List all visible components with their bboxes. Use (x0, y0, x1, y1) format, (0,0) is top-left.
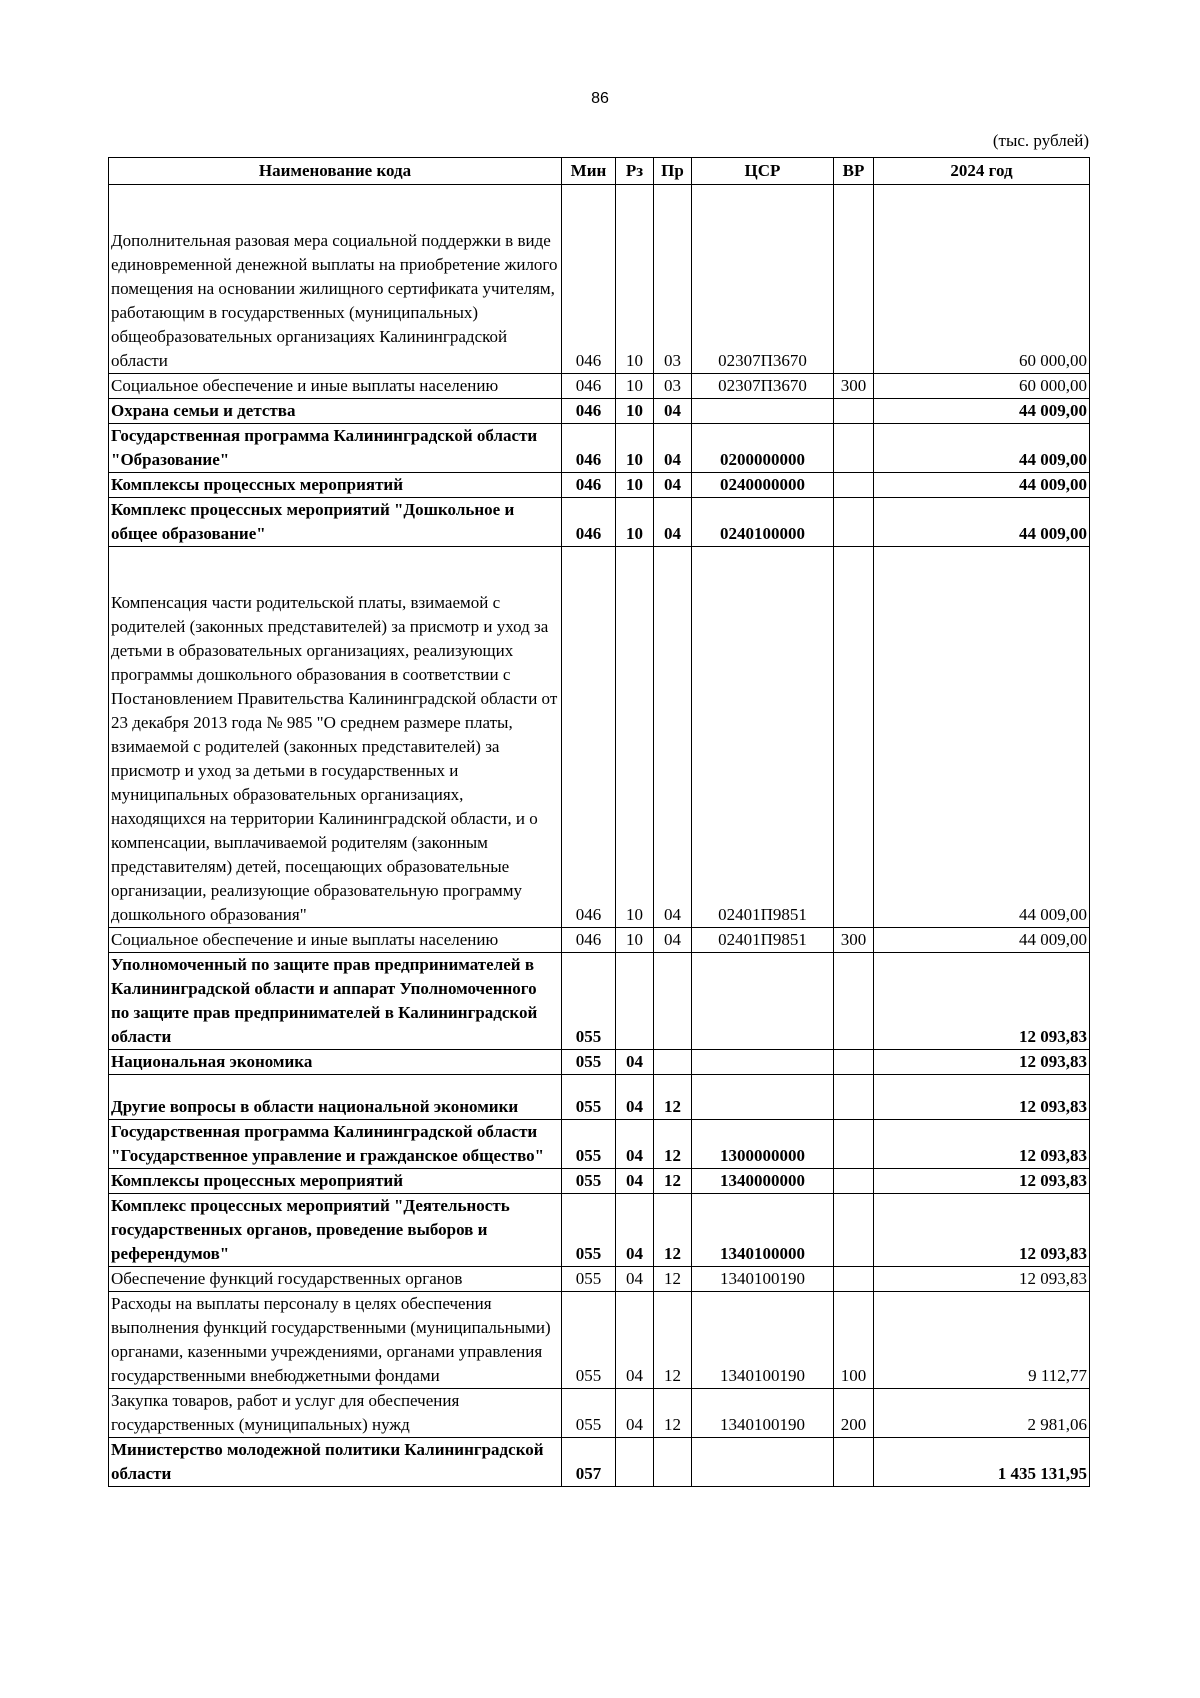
cell-rz: 04 (616, 1120, 654, 1169)
cell-vr (834, 1075, 874, 1120)
cell-csr (692, 953, 834, 1050)
table-header-row (109, 158, 1090, 185)
cell-name: Комплексы процессных мероприятий (109, 1169, 562, 1194)
table-row (109, 399, 1090, 424)
cell-amount: 44 009,00 (874, 928, 1090, 953)
page-number: 86 (591, 90, 609, 107)
header-year: 2024 год (874, 158, 1090, 185)
table-row (109, 1389, 1090, 1438)
cell-name: Комплексы процессных мероприятий (109, 473, 562, 498)
cell-name: Компенсация части родительской платы, взимаемой с родителей (законных представителей) за присмотр и уход за детьми в образовательных организациях, реализующих программы дошкольного образования в соответствии с Постановлением Правительства Калининградской области от 23 декабря 2013 года № 985 "О среднем размере платы, взимаемой с родителей (законных представителей) за присмотр и уход за детьми в государственных и муниципальных образовательных организациях, находящихся на территории Калининградской области, и о компенсации, выплачиваемой родителям (законным представителям) детей, посещающих образовательные организации, реализующие образовательную программу дошкольного образования" (109, 547, 562, 928)
cell-amount: 60 000,00 (874, 374, 1090, 399)
cell-pr (654, 953, 692, 1050)
header-vr: ВР (834, 158, 874, 185)
table-row (109, 1120, 1090, 1169)
cell-vr (834, 953, 874, 1050)
cell-rz: 10 (616, 928, 654, 953)
cell-name: Обеспечение функций государственных органов (109, 1267, 562, 1292)
cell-min: 055 (562, 1389, 616, 1438)
cell-pr: 03 (654, 374, 692, 399)
cell-vr (834, 547, 874, 928)
table-row (109, 1050, 1090, 1075)
header-csr: ЦСР (692, 158, 834, 185)
cell-rz: 10 (616, 374, 654, 399)
table-row (109, 185, 1090, 374)
cell-rz (616, 953, 654, 1050)
cell-csr: 0240100000 (692, 498, 834, 547)
table-row (109, 1438, 1090, 1487)
cell-rz: 04 (616, 1050, 654, 1075)
cell-pr: 03 (654, 185, 692, 374)
budget-table (108, 157, 1090, 1487)
cell-amount: 12 093,83 (874, 1050, 1090, 1075)
cell-name: Дополнительная разовая мера социальной поддержки в виде единовременной денежной выплаты на приобретение жилого помещения на основании жилищного сертификата учителям, работающим в государственных (муниципальных) общеобразовательных организациях Калининградской области (109, 185, 562, 374)
header-name: Наименование кода (109, 158, 562, 185)
cell-amount: 12 093,83 (874, 1075, 1090, 1120)
cell-pr: 12 (654, 1194, 692, 1267)
cell-vr (834, 473, 874, 498)
cell-min: 046 (562, 399, 616, 424)
table-row (109, 473, 1090, 498)
cell-name: Уполномоченный по защите прав предпринимателей в Калининградской области и аппарат Уполномоченного по защите прав предпринимателей в Калининградской области (109, 953, 562, 1050)
cell-csr: 0200000000 (692, 424, 834, 473)
cell-name: Государственная программа Калининградской области "Образование" (109, 424, 562, 473)
cell-vr (834, 498, 874, 547)
cell-min: 055 (562, 1075, 616, 1120)
cell-name: Расходы на выплаты персоналу в целях обеспечения выполнения функций государственными (муниципальными) органами, казенными учреждениями, органами управления государственными внебюджетными фондами (109, 1292, 562, 1389)
cell-csr: 1300000000 (692, 1120, 834, 1169)
cell-rz: 10 (616, 473, 654, 498)
cell-amount: 12 093,83 (874, 1120, 1090, 1169)
cell-amount: 12 093,83 (874, 953, 1090, 1050)
cell-vr (834, 1267, 874, 1292)
cell-name: Комплекс процессных мероприятий "Дошкольное и общее образование" (109, 498, 562, 547)
cell-vr: 200 (834, 1389, 874, 1438)
cell-vr (834, 424, 874, 473)
cell-vr: 100 (834, 1292, 874, 1389)
cell-name: Министерство молодежной политики Калининградской области (109, 1438, 562, 1487)
cell-pr: 04 (654, 473, 692, 498)
cell-csr: 1340000000 (692, 1169, 834, 1194)
table-row (109, 1267, 1090, 1292)
cell-amount: 44 009,00 (874, 424, 1090, 473)
cell-amount: 44 009,00 (874, 547, 1090, 928)
cell-amount: 9 112,77 (874, 1292, 1090, 1389)
cell-vr (834, 185, 874, 374)
table-row (109, 953, 1090, 1050)
cell-csr: 02401П9851 (692, 547, 834, 928)
cell-vr (834, 1438, 874, 1487)
cell-rz: 04 (616, 1169, 654, 1194)
cell-pr: 04 (654, 547, 692, 928)
cell-vr: 300 (834, 374, 874, 399)
cell-pr: 12 (654, 1169, 692, 1194)
cell-csr (692, 1438, 834, 1487)
cell-amount: 44 009,00 (874, 473, 1090, 498)
cell-min: 046 (562, 547, 616, 928)
cell-pr: 04 (654, 498, 692, 547)
cell-name: Национальная экономика (109, 1050, 562, 1075)
cell-min: 055 (562, 1120, 616, 1169)
table-row (109, 1194, 1090, 1267)
cell-pr: 12 (654, 1267, 692, 1292)
cell-amount: 12 093,83 (874, 1267, 1090, 1292)
cell-pr: 12 (654, 1075, 692, 1120)
table-row (109, 928, 1090, 953)
cell-vr (834, 1169, 874, 1194)
cell-min: 055 (562, 1292, 616, 1389)
cell-min: 057 (562, 1438, 616, 1487)
cell-min: 046 (562, 185, 616, 374)
cell-csr: 1340100190 (692, 1389, 834, 1438)
units-label: (тыс. рублей) (992, 131, 1089, 150)
cell-min: 055 (562, 1194, 616, 1267)
cell-pr: 04 (654, 928, 692, 953)
table-row (109, 1292, 1090, 1389)
cell-amount: 12 093,83 (874, 1169, 1090, 1194)
table-row (109, 424, 1090, 473)
table-row (109, 547, 1090, 928)
cell-csr: 1340100190 (692, 1267, 834, 1292)
table-row (109, 374, 1090, 399)
cell-vr (834, 399, 874, 424)
cell-vr (834, 1194, 874, 1267)
cell-min: 046 (562, 498, 616, 547)
cell-rz: 10 (616, 185, 654, 374)
cell-vr (834, 1050, 874, 1075)
cell-csr (692, 1050, 834, 1075)
cell-pr (654, 1438, 692, 1487)
cell-rz: 04 (616, 1292, 654, 1389)
cell-pr (654, 1050, 692, 1075)
cell-amount: 12 093,83 (874, 1194, 1090, 1267)
cell-csr: 02307П3670 (692, 374, 834, 399)
cell-name: Другие вопросы в области национальной экономики (109, 1075, 562, 1120)
cell-pr: 12 (654, 1120, 692, 1169)
cell-min: 055 (562, 953, 616, 1050)
cell-rz: 10 (616, 399, 654, 424)
cell-pr: 12 (654, 1292, 692, 1389)
cell-min: 046 (562, 374, 616, 399)
cell-csr: 02307П3670 (692, 185, 834, 374)
header-rz: Рз (616, 158, 654, 185)
cell-pr: 04 (654, 399, 692, 424)
cell-name: Закупка товаров, работ и услуг для обеспечения государственных (муниципальных) нужд (109, 1389, 562, 1438)
table-row (109, 498, 1090, 547)
cell-rz: 04 (616, 1389, 654, 1438)
table-body (109, 185, 1090, 1487)
cell-csr: 1340100190 (692, 1292, 834, 1389)
cell-min: 055 (562, 1169, 616, 1194)
cell-min: 055 (562, 1050, 616, 1075)
cell-name: Комплекс процессных мероприятий "Деятельность государственных органов, проведение выборов и референдумов" (109, 1194, 562, 1267)
cell-amount: 44 009,00 (874, 498, 1090, 547)
cell-csr (692, 1075, 834, 1120)
cell-csr: 02401П9851 (692, 928, 834, 953)
cell-pr: 04 (654, 424, 692, 473)
cell-csr (692, 399, 834, 424)
cell-amount: 1 435 131,95 (874, 1438, 1090, 1487)
cell-amount: 44 009,00 (874, 399, 1090, 424)
header-pr: Пр (654, 158, 692, 185)
cell-rz (616, 1438, 654, 1487)
cell-amount: 60 000,00 (874, 185, 1090, 374)
cell-name: Охрана семьи и детства (109, 399, 562, 424)
cell-min: 046 (562, 928, 616, 953)
cell-min: 046 (562, 424, 616, 473)
table-row (109, 1075, 1090, 1120)
cell-pr: 12 (654, 1389, 692, 1438)
cell-rz: 04 (616, 1194, 654, 1267)
cell-rz: 10 (616, 547, 654, 928)
cell-rz: 10 (616, 498, 654, 547)
cell-rz: 10 (616, 424, 654, 473)
cell-vr (834, 1120, 874, 1169)
cell-name: Социальное обеспечение и иные выплаты населению (109, 928, 562, 953)
table-row (109, 1169, 1090, 1194)
header-min: Мин (562, 158, 616, 185)
cell-min: 046 (562, 473, 616, 498)
cell-csr: 1340100000 (692, 1194, 834, 1267)
cell-name: Социальное обеспечение и иные выплаты населению (109, 374, 562, 399)
cell-amount: 2 981,06 (874, 1389, 1090, 1438)
cell-csr: 0240000000 (692, 473, 834, 498)
cell-name: Государственная программа Калининградской области "Государственное управление и гражданское общество" (109, 1120, 562, 1169)
cell-rz: 04 (616, 1267, 654, 1292)
cell-min: 055 (562, 1267, 616, 1292)
cell-vr: 300 (834, 928, 874, 953)
cell-rz: 04 (616, 1075, 654, 1120)
